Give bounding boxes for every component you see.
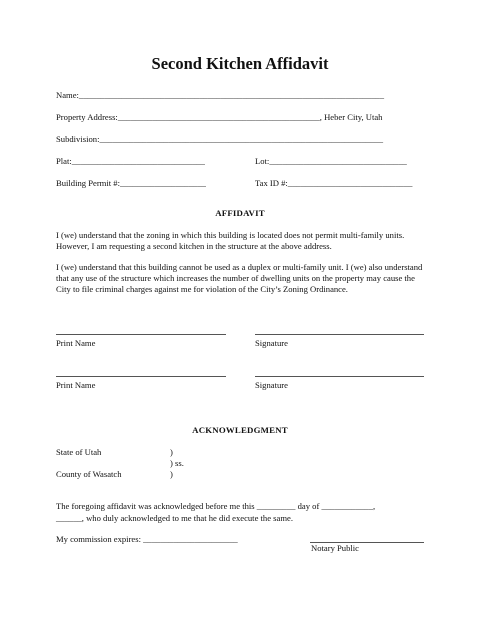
plat-field[interactable]: Plat:_______________________________ [56,156,205,166]
building-permit-field[interactable]: Building Permit #:____________________ [56,178,206,188]
acknowledgment-statement-line-2[interactable]: ______, who duly acknowledged to me that he did execute the same. [56,513,293,523]
tax-id-field[interactable]: Tax ID #:_____________________________ [255,178,413,188]
county-label: County of Wasatch [56,469,122,479]
affidavit-paragraph-2: I (we) understand that this building cannot be used as a duplex or multi-family unit. I (we) also understand that any use of the structure which increases the number of dwelling units on the property may cause the City to file criminal charges against me for violation of the City’s Zoning Ordinance. [56,262,423,294]
subdivision-field[interactable]: Subdivision:__________________________________________________________________ [56,134,384,144]
acknowledgment-statement-line-1[interactable]: The foregoing affidavit was acknowledged before me this _________ day of ____________, [56,501,376,511]
acknowledgment-heading: ACKNOWLEDGMENT [192,425,288,435]
lot-field[interactable]: Lot:________________________________ [255,156,407,166]
print-name-label-1: Print Name [56,338,96,348]
affidavit-paragraph-1: I (we) understand that the zoning in which this building is located does not permit multi-family units. However, I am requesting a second kitchen in the structure at the above address. [56,230,405,251]
print-name-line-1[interactable] [56,334,226,335]
print-name-label-2: Print Name [56,380,96,390]
print-name-line-2[interactable] [56,376,226,377]
property-address-field[interactable]: Property Address:_______________________________________________, Heber City, Utah [56,112,383,122]
notary-public-label: Notary Public [311,543,359,553]
signature-line-2[interactable] [255,376,424,377]
state-label: State of Utah [56,447,102,457]
form-title: Second Kitchen Affidavit [151,54,329,73]
commission-expires-field[interactable]: My commission expires: ______________________ [56,534,238,544]
signature-line-1[interactable] [255,334,424,335]
venue-paren-2: ) [170,469,173,479]
name-field[interactable]: Name:_______________________________________________________________________ [56,90,384,100]
signature-label-2: Signature [255,380,288,390]
affidavit-heading: AFFIDAVIT [215,208,265,218]
venue-ss: ) ss. [170,458,184,468]
signature-label-1: Signature [255,338,288,348]
venue-paren-1: ) [170,447,173,457]
